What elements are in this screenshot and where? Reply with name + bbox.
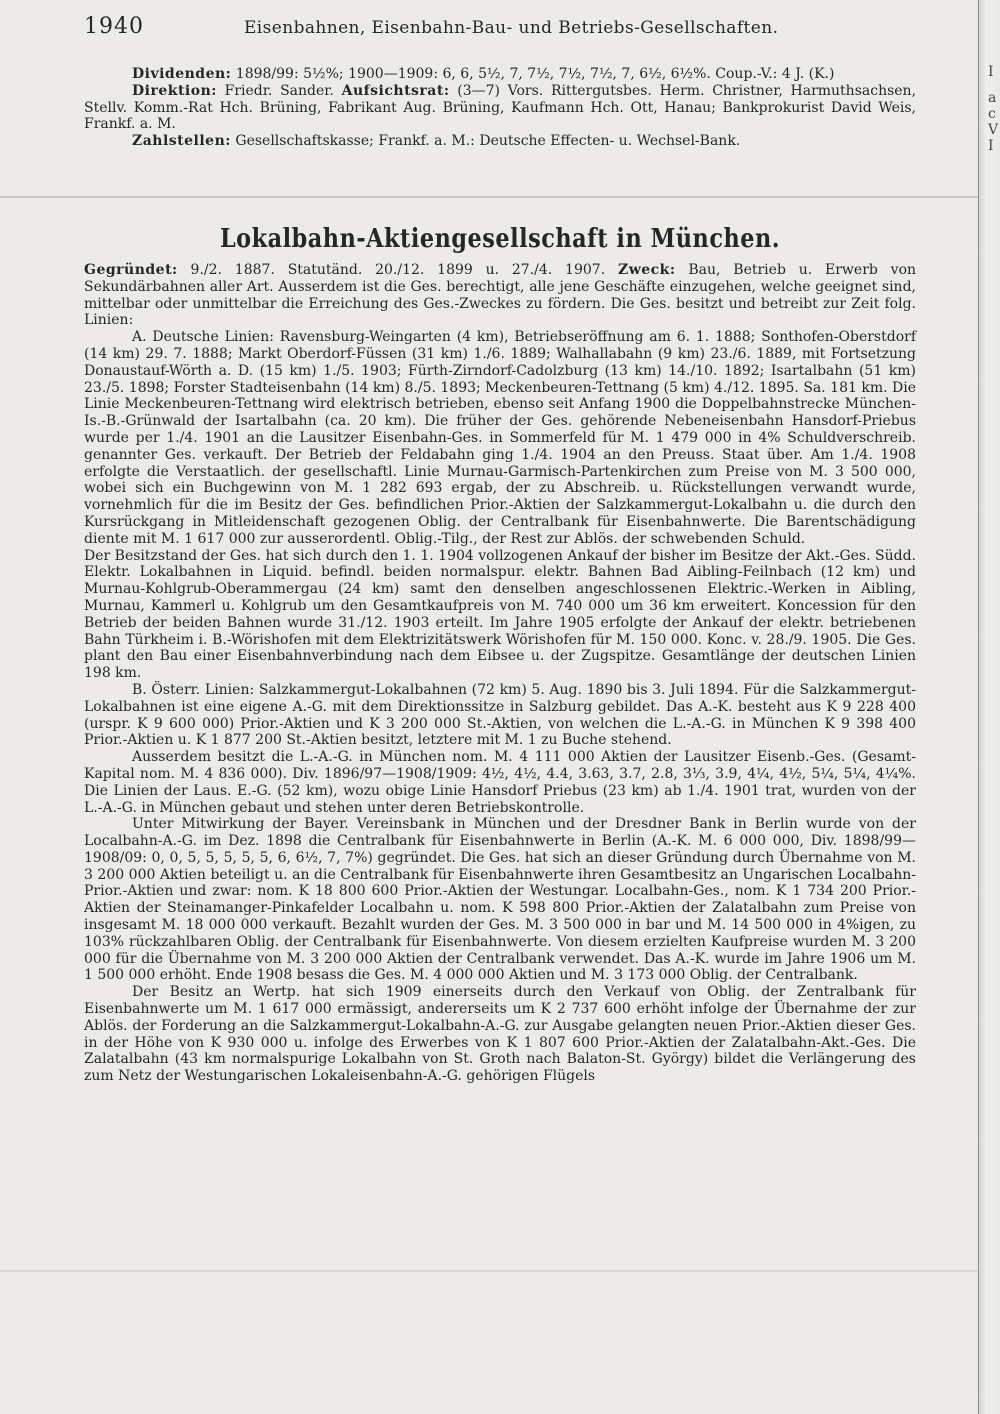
dividenden-text: 1898/99: 5½%; 1900—1909: 6, 6, 5½, 7, 7½, 7½, 7½, 7, 6½, 6½%. Coup.-V.: 4 J. (K.) (235, 66, 835, 82)
zweck-label: Zweck: (617, 262, 676, 278)
page-crease (0, 1270, 978, 1272)
deutsche-linien-text: Ravensburg-Weingarten (4 km), Betriebseröffnung am 6. 1. 1888; Sonthofen-Oberstdorf (14 km) 29. 7. 1888; Markt Oberdorf-Füssen (31 km) 1./6. 1889; Walhallabahn (9 km) 23./6. 1889, mit Fortsetzung Donaustauf-Wörth a. D. (15 km) 1./5. 1903; Fürth-Zirndorf-Cadolzburg (13 km) 14./10. 1892; Isartalbahn (51 km) 23./5. 1898; Forster Stadteisenbahn (14 km) 8./5. 1893; Meckenbeuren-Tettnang (5 km) 4./12. 1895. Sa. 181 km. Die Linie Meckenbeuren-Tettnang wird elektrisch betrieben, ebenso seit Anfang 1900 die Doppelbahnstrecke München-Is.-B.-Grünwald der Isartalbahn (ca. 20 km). Die früher der Ges. gehörende Nebeneisenbahn Hansdorf-Priebus wurde per 1./4. 1901 an die Lausitzer Eisenbahn-Ges. in Sommerfeld für M. 1 479 000 in 4% Schuldverschreib. genannter Ges. verkauft. Der Betrieb der Feldabahn ging 1./4. 1904 an den Preuss. Staat über. Am 1./4. 1908 erfolgte die Verstaatlich. der gesellschaftl. Linie Murnau-Garmisch-Partenkirchen zum Preise von M. 3 500 000, wobei sich ein Buchgewinn von M. 1 282 693 ergab, der zu Abschreib. u. Rückstellungen verwandt wurde, vornehmlich für die im Besitz der Ges. befindlichen Prior.-Aktien der Salzkammergut-Lokalbahn u. die durch den Kursrückgang in Mitleidenschaft gezogenen Oblig. der Centralbank für Eisenbahnwerte. Die Barentschädigung diente mit M. 1 617 000 zur ausserordentl. Oblig.-Tilg., der Rest zur Ablös. der schwebenden Schuld. (84, 329, 917, 547)
page-crease (0, 196, 978, 198)
aufsichtsrat-text: (3—7) Vors. Rittergutsbes. Herm. Christner, Harmuthsachsen, Stellv. Komm.-Rat Hch. Brüning, Fabrikant Aug. Brüning, Kaufmann Hch. Ott, Hanau; Bankprokurist David Weis, Frankf. a. M. (84, 82, 917, 133)
deutsche-linien-label: A. Deutsche Linien: (132, 329, 274, 346)
dividenden-paragraph (84, 66, 916, 83)
oesterr-linien-paragraph (84, 682, 916, 749)
margin-letter: V (988, 122, 999, 138)
company-entry-body (84, 262, 916, 1085)
zweck-text: Bau, Betrieb u. Erwerb von Sekundärbahnen aller Art. Ausserdem ist die Ges. berechtigt, alle jene Geschäfte einzugehen, welche geeignet sind, mittelbar oder unmittelbar die Erreichung des Ges.-Zweckes zu fördern. Die Ges. besitzt und betreibt zur Zeit folg. Linien: (84, 262, 917, 329)
margin-letter: a (988, 90, 997, 106)
direktion-text: Friedr. Sander. (224, 82, 334, 99)
page-number: 1940 (84, 14, 144, 39)
zahlstellen-text: Gesellschaftskasse; Frankf. a. M.: Deutsche Effecten- u. Wechsel-Bank. (235, 133, 741, 150)
margin-letter: c (988, 106, 996, 122)
direktion-paragraph (84, 83, 916, 133)
wertpapiere-paragraph: Der Besitz an Wertp. hat sich 1909 einerseits durch den Verkauf von Oblig. der Zentralbank für Eisenbahnwerte um M. 1 617 000 ermässigt, andererseits um K 2 737 600 erhöht infolge der Übernahme der zur Ablös. der Forderung an die Salzkammergut-Lokalbahn-A.-G. zur Ausgabe gelangten neuen Prior.-Aktien dieser Ges. in der Höhe von K 930 000 u. infolge des Erwerbes von K 1 807 600 Prior.-Aktien der Zalatalbahn-Akt.-Ges. Die Zalatalbahn (43 km normalspurige Lokalbahn von St. Groth nach Balaton-St. György) bildet die Verlängerung des zum Netz der Westungarischen Lokaleisenbahn-A.-G. gehörigen Flügels (84, 984, 916, 1085)
gegruendet-paragraph (84, 262, 916, 329)
zahlstellen-label: Zahlstellen: (132, 133, 231, 150)
margin-letter: I (988, 138, 994, 154)
running-head (84, 14, 974, 46)
besitzstand-paragraph: Der Besitzstand der Ges. hat sich durch den 1. 1. 1904 vollzogenen Ankauf der bisher im Besitze der Akt.-Ges. Südd. Elektr. Lokalbahnen in Liquid. befindl. beiden normalspur. elektr. Bahnen Bad Aibling-Feilnbach (12 km) und Murnau-Kohlgrub-Oberammergau (24 km) samt den denselben angeschlossenen Elektric.-Werken in Aibling, Murnau, Kammerl u. Kohlgrub um den Gesamtkaufpreis von M. 740 000 um 36 km erweitert. Koncession für den Betrieb der beiden Bahnen wurde 31./12. 1903 erteilt. Im Jahre 1905 erfolgte der Ankauf der elektr. betriebenen Bahn Türkheim i. B.-Wörishofen mit dem Elektrizitätswerk Wörishofen für M. 150 000. Konc. v. 28./9. 1905. Die Ges. plant den Bau einer Eisenbahnverbindung nach dem Eibsee u. der Zugspitze. Gesamtlänge der deutschen Linien 198 km. (84, 547, 916, 682)
gegruendet-text: 9./2. 1887. Statutänd. 20./12. 1899 u. 27./4. 1907. (190, 262, 606, 278)
direktion-label: Direktion: (132, 82, 217, 99)
oesterr-linien-label: B. Österr. Linien: (132, 681, 255, 698)
company-title: Lokalbahn-Aktiengesellschaft in München. (219, 224, 781, 254)
previous-entry-tail (84, 66, 916, 150)
running-head-title: Eisenbahnen, Eisenbahn-Bau- und Betriebs-Gesellschaften. (244, 18, 779, 38)
margin-letter: I (988, 64, 994, 80)
aufsichtsrat-label: Aufsichtsrat: (341, 82, 450, 99)
dividenden-label: Dividenden: (132, 66, 232, 82)
oesterr-linien-text: Salzkammergut-Lokalbahnen (72 km) 5. Aug. 1890 bis 3. Juli 1894. Für die Salzkammergut-Lokalbahnen ist eine eigene A.-G. mit dem Direktionssitze in Salzburg gebildet. Das A.-K. besteht aus K 9 228 400 (urspr. K 9 600 000) Prior.-Aktien und K 3 200 000 St.-Aktien, von welchen die L.-A.-G. in München K 9 398 400 Prior.-Aktien u. K 1 877 200 St.-Aktien besitzt, letztere mit M. 1 zu Buche stehend. (84, 681, 917, 749)
gegruendet-label: Gegründet: (84, 262, 178, 278)
mitwirkung-paragraph: Unter Mitwirkung der Bayer. Vereinsbank in München und der Dresdner Bank in Berlin wurde von der Localbahn-A.-G. im Dez. 1898 die Centralbank für Eisenbahnwerte in Berlin (A.-K. M. 6 000 000, Div. 1898/99—1908/09: 0, 0, 5, 5, 5, 5, 5, 6, 6½, 7, 7%) gegründet. Die Ges. hat sich an dieser Gründung durch Übernahme von M. 3 200 000 Aktien beteiligt u. an die Centralbank für Eisenbahnwerte ihren Gesamtbesitz an Ungarischen Localbahn-Prior.-Aktien und zwar: nom. K 18 800 600 Prior.-Aktien der Westungar. Localbahn-Ges., nom. K 1 734 200 Prior.-Aktien der Steinamanger-Pinkafelder Localbahn u. nom. K 598 800 Prior.-Aktien der Zalatalbahn zum Preise von insgesamt M. 18 000 000 verkauft. Bezahlt wurden der Ges. M. 3 500 000 in bar und M. 14 500 000 in 4%igen, zu 103% rückzahlbaren Oblig. der Centralbank für Eisenbahnwerte. Von diesem erzielten Kaufpreise wurden M. 3 200 000 für die Übernahme von M. 3 200 000 Aktien der Centralbank verwendet. Das A.-K. wurde im Jahre 1906 um M. 1 500 000 erhöht. Ende 1908 besass die Ges. M. 4 000 000 Aktien und M. 3 173 000 Oblig. der Centralbank. (84, 816, 916, 984)
adjacent-page-edge (978, 0, 1000, 1414)
zahlstellen-paragraph (84, 133, 916, 150)
ausserdem-paragraph: Ausserdem besitzt die L.-A.-G. in München nom. M. 4 111 000 Aktien der Lausitzer Eisenb.-Ges. (Gesamt-Kapital nom. M. 4 836 000). Div. 1896/97—1908/1909: 4½, 4½, 4.4, 3.63, 3.7, 2.8, 3⅓, 3.9, 4¼, 4½, 5¼, 5¼, 4¼%. Die Linien der Laus. E.-G. (52 km), wozu obige Linie Hansdorf Priebus (23 km) ab 1./4. 1901 trat, wurden von der L.-A.-G. in München gebaut und stehen unter deren Betriebskontrolle. (84, 749, 916, 816)
deutsche-linien-paragraph (84, 329, 916, 547)
